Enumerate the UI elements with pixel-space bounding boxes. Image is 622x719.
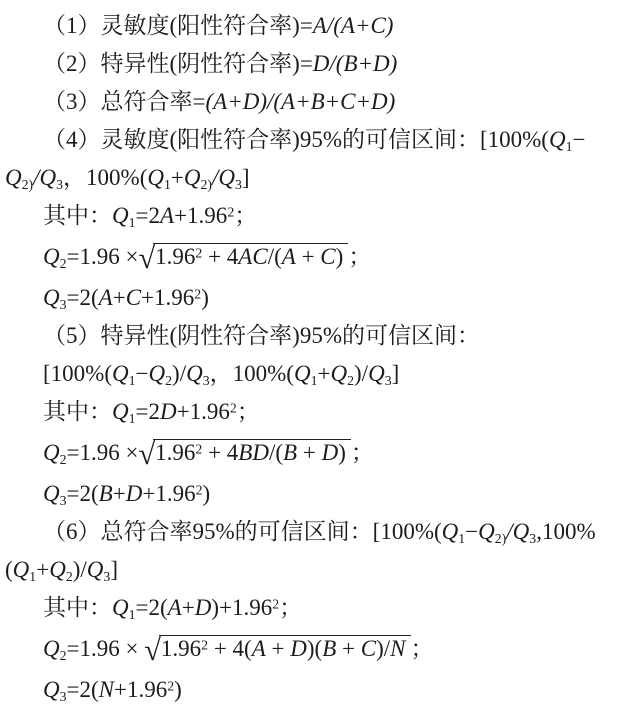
text-run: 其中：	[43, 399, 112, 424]
subscript: 1	[128, 372, 136, 388]
math-variable: Q	[43, 244, 60, 269]
math-variable: Q	[49, 557, 66, 582]
subscript: 2)	[21, 176, 34, 192]
subscript: 1	[458, 530, 466, 546]
subscript: 1	[128, 606, 136, 622]
formula-line-2	[5, 45, 620, 83]
formula-line-6	[5, 197, 620, 235]
text-run: )	[202, 481, 211, 506]
math-variable: Q	[293, 361, 311, 386]
subscript: 2)	[200, 176, 212, 192]
text-run: =2(	[135, 595, 168, 620]
math-variable: Q	[43, 636, 60, 661]
subscript: 1	[128, 214, 136, 230]
text-run: ，100%(	[63, 165, 148, 190]
formula-line-1	[5, 7, 620, 45]
subscript: 2	[65, 568, 73, 584]
text-run: =1.96 ×	[66, 636, 145, 661]
math-variable: A	[98, 285, 113, 310]
math-variable: BD	[238, 440, 269, 465]
subscript: 1	[565, 138, 573, 154]
text-run: +1.96	[114, 677, 168, 702]
text-run: (	[5, 557, 13, 582]
text-run: +1.96	[141, 285, 195, 310]
sqrt-radical	[138, 240, 348, 275]
math-variable: N	[98, 677, 115, 702]
formula-line-12	[5, 431, 620, 475]
text-run: （4）灵敏度(阳性符合率)95%的可信区间：[100%(	[43, 127, 549, 152]
text-run: )+1.96	[211, 595, 273, 620]
text-run: +1.96	[174, 203, 228, 228]
subscript: 2	[347, 372, 354, 388]
superscript: 2	[229, 400, 237, 416]
text-run: )	[174, 677, 182, 702]
text-run: 其中：	[43, 203, 112, 228]
math-variable: Q	[148, 361, 166, 386]
text-run: )/	[72, 557, 87, 582]
formula-line-7	[5, 235, 620, 279]
text-run: （2）特异性(阴性符合率)=	[43, 51, 313, 76]
text-run: ，100%(	[209, 361, 294, 386]
text-run: /(	[268, 440, 284, 465]
text-run: =1.96 ×	[66, 440, 139, 465]
subscript: 2	[59, 451, 67, 467]
subscript: 3	[384, 372, 392, 388]
superscript: 2	[195, 482, 203, 498]
subscript: 3	[59, 492, 67, 508]
math-variable: Q	[441, 519, 459, 544]
math-variable: A	[160, 203, 175, 228]
text-run: −	[465, 519, 479, 544]
subscript: 1	[128, 410, 136, 426]
subscript: 2	[59, 647, 67, 663]
text-run: )(	[306, 636, 323, 661]
formula-line-8	[5, 279, 620, 317]
superscript: 2	[272, 596, 280, 612]
superscript: 2	[227, 204, 235, 220]
subscript: 1	[163, 176, 171, 192]
math-variable: C	[320, 244, 336, 269]
math-variable: Q	[330, 361, 348, 386]
formula-line-15	[5, 551, 620, 589]
sqrt-radical	[138, 436, 350, 471]
math-variable: A	[281, 244, 296, 269]
superscript: 2	[167, 678, 175, 694]
text-run: ；	[410, 636, 434, 661]
math-variable: /Q	[212, 165, 235, 190]
text-run: )	[335, 244, 344, 269]
text-run: 1.96	[160, 636, 202, 661]
text-run: +	[336, 636, 361, 661]
math-variable: Q	[43, 677, 60, 702]
superscript: 2	[201, 637, 209, 653]
text-run: +	[265, 636, 291, 661]
text-run: （3）总符合率=	[43, 89, 206, 114]
math-variable: B	[322, 636, 337, 661]
subscript: 3	[235, 176, 242, 192]
text-run: 1.96	[155, 440, 196, 465]
subscript: 2	[59, 255, 67, 271]
document-body	[5, 7, 620, 709]
subscript: 3	[529, 530, 537, 546]
radicand	[159, 635, 411, 662]
math-variable: A	[251, 636, 266, 661]
math-variable: B	[283, 440, 298, 465]
math-variable: C	[360, 636, 377, 661]
text-run: +1.96	[142, 481, 196, 506]
formula-line-10	[5, 355, 620, 393]
text-run: +	[36, 557, 50, 582]
formula-line-13	[5, 475, 620, 513]
text-run: ；	[348, 244, 372, 269]
text-run: + 4	[202, 440, 239, 465]
text-run: ,100%	[536, 519, 596, 544]
math-variable: AC	[238, 244, 268, 269]
math-variable: Q	[43, 285, 60, 310]
text-run: ；	[234, 203, 258, 228]
text-run: =2(	[66, 677, 99, 702]
math-variable: Q	[86, 557, 104, 582]
text-run: −	[135, 361, 149, 386]
math-variable: /Q	[33, 165, 57, 190]
math-variable: (A+D)/(A+B+C+D)	[205, 89, 396, 114]
subscript: 3	[59, 688, 67, 704]
text-run: +	[297, 440, 322, 465]
text-run: （1）灵敏度(阳性符合率)=	[43, 13, 313, 38]
formula-line-18	[5, 671, 620, 709]
math-variable: Q	[548, 127, 566, 152]
math-variable: D	[194, 595, 212, 620]
math-variable: N	[390, 636, 406, 661]
sqrt-radical	[144, 632, 410, 667]
text-run: 1.96	[155, 244, 196, 269]
math-variable: /Q	[506, 519, 530, 544]
text-run: +	[317, 361, 331, 386]
math-variable: Q	[112, 203, 129, 228]
text-run: −	[572, 127, 586, 152]
text-run: +1.96	[176, 399, 230, 424]
text-run: +	[295, 244, 321, 269]
math-variable: Q	[186, 361, 203, 386]
math-variable: Q	[147, 165, 164, 190]
radical-sign-icon: √	[138, 436, 156, 471]
subscript: 3	[59, 296, 67, 312]
math-variable: Q	[183, 165, 201, 190]
text-run: )/	[172, 361, 187, 386]
text-run: +	[170, 165, 184, 190]
math-variable: Q	[5, 165, 22, 190]
superscript: 2	[194, 286, 202, 302]
math-variable: Q	[368, 361, 385, 386]
subscript: 3	[202, 372, 210, 388]
text-run: )	[201, 285, 209, 310]
superscript: 2	[195, 441, 203, 457]
math-variable: D	[321, 440, 339, 465]
formula-line-5	[5, 159, 620, 197]
text-run: )/	[354, 361, 369, 386]
radicand	[153, 439, 351, 466]
text-run: ]	[110, 557, 118, 582]
formula-line-17	[5, 627, 620, 671]
text-run: [100%(	[43, 361, 112, 386]
text-run: + 4	[202, 244, 239, 269]
math-variable: Q	[111, 361, 129, 386]
text-run: ；	[279, 595, 303, 620]
formula-line-11	[5, 393, 620, 431]
subscript: 2	[165, 372, 173, 388]
formula-line-14	[5, 513, 620, 551]
text-run: （5）特异性(阴性符合率)95%的可信区间：	[43, 323, 480, 348]
math-variable: Q	[112, 595, 129, 620]
text-run: 其中：	[43, 595, 112, 620]
subscript: 1	[29, 568, 37, 584]
math-variable: Q	[12, 557, 30, 582]
math-variable: B	[98, 481, 113, 506]
subscript: 3	[103, 568, 111, 584]
math-variable: D	[160, 399, 177, 424]
math-variable: C	[125, 285, 142, 310]
math-variable: A	[167, 595, 182, 620]
text-run: =2(	[66, 285, 99, 310]
formula-line-16	[5, 589, 620, 627]
text-run: =1.96 ×	[66, 244, 139, 269]
text-run: +	[112, 285, 126, 310]
math-variable: Q	[478, 519, 495, 544]
text-run: ；	[350, 440, 374, 465]
text-run: ]	[391, 361, 400, 386]
text-run: +	[181, 595, 195, 620]
text-run: =2	[135, 203, 161, 228]
subscript: 2)	[494, 530, 507, 546]
text-run: + 4(	[208, 636, 252, 661]
formula-line-9	[5, 317, 620, 355]
text-run: /(	[267, 244, 282, 269]
subscript: 1	[310, 372, 318, 388]
superscript: 2	[195, 245, 203, 261]
formula-line-4	[5, 121, 620, 159]
math-variable: D	[290, 636, 307, 661]
subscript: 3	[56, 176, 64, 192]
text-run: )	[338, 440, 346, 465]
radicand	[153, 243, 348, 270]
text-run: =2	[135, 399, 161, 424]
text-run: =2(	[66, 481, 99, 506]
text-run: （6）总符合率95%的可信区间：[100%(	[43, 519, 442, 544]
text-run: )/	[376, 636, 391, 661]
math-variable: D/(B+D)	[312, 51, 398, 76]
radical-sign-icon: √	[144, 632, 161, 667]
text-run: ]	[241, 165, 250, 190]
text-run: +	[112, 481, 126, 506]
radical-sign-icon: √	[138, 240, 156, 275]
text-run: ；	[236, 399, 260, 424]
math-variable: A/(A+C)	[312, 13, 394, 38]
math-variable: D	[125, 481, 143, 506]
math-variable: Q	[112, 399, 129, 424]
formula-line-3	[5, 83, 620, 121]
math-variable: Q	[43, 481, 60, 506]
math-variable: Q	[43, 440, 60, 465]
